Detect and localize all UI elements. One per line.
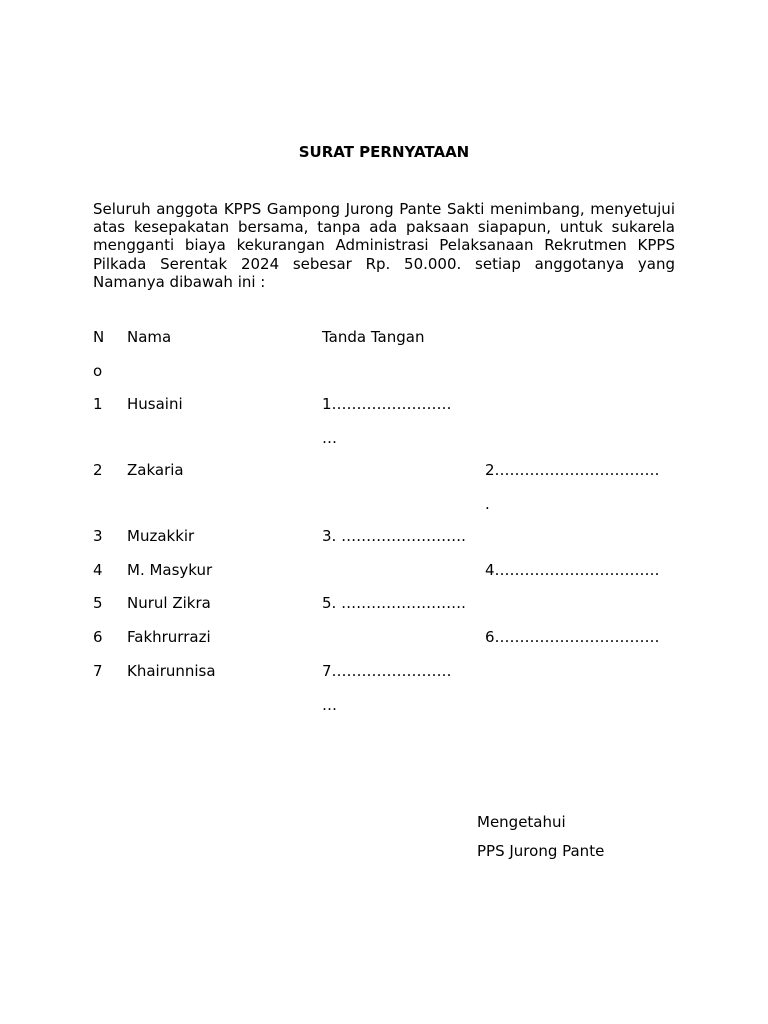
row-2-no: 2: [93, 461, 103, 479]
row-5-nama: Nurul Zikra: [127, 594, 211, 612]
row-4-no: 4: [93, 561, 103, 579]
header-tanda-tangan: Tanda Tangan: [322, 328, 425, 346]
mengetahui-label: Mengetahui: [477, 813, 566, 831]
row-1-nama: Husaini: [127, 395, 183, 413]
row-5-no: 5: [93, 594, 103, 612]
row-2-sign-cont: .: [485, 495, 490, 513]
row-3-no: 3: [93, 527, 103, 545]
row-5-sign: 5. …………………….: [322, 594, 466, 612]
row-6-sign: 6……………………………: [485, 628, 660, 646]
row-2-sign: 2……………………………: [485, 461, 660, 479]
header-no-2: o: [93, 362, 103, 380]
row-6-nama: Fakhrurrazi: [127, 628, 211, 646]
header-no-1: N: [93, 328, 105, 346]
row-3-sign: 3. …………………….: [322, 527, 466, 545]
row-7-sign-cont: …: [322, 696, 337, 714]
row-1-sign-cont: …: [322, 429, 337, 447]
row-1-no: 1: [93, 395, 103, 413]
row-2-nama: Zakaria: [127, 461, 184, 479]
row-6-no: 6: [93, 628, 103, 646]
row-7-nama: Khairunnisa: [127, 662, 216, 680]
row-1-sign: 1……………………: [322, 395, 452, 413]
header-nama: Nama: [127, 328, 172, 346]
row-3-nama: Muzakkir: [127, 527, 195, 545]
row-4-nama: M. Masykur: [127, 561, 213, 579]
statement-paragraph: Seluruh anggota KPPS Gampong Jurong Pante Sakti menimbang, menyetujui atas kesepakatan bersama, tanpa ada paksaan siapapun, untuk sukarela mengganti biaya kekurangan Administrasi Pelaksanaan Rekrutmen KPPS Pilkada Serentak 2024 sebesar Rp. 50.000. setiap anggotanya yang Namanya dibawah ini :: [93, 200, 675, 291]
document-title: SURAT PERNYATAAN: [298, 143, 470, 161]
row-7-no: 7: [93, 662, 103, 680]
row-4-sign: 4……………………………: [485, 561, 660, 579]
pps-label: PPS Jurong Pante: [477, 842, 605, 860]
row-7-sign: 7……………………: [322, 662, 452, 680]
